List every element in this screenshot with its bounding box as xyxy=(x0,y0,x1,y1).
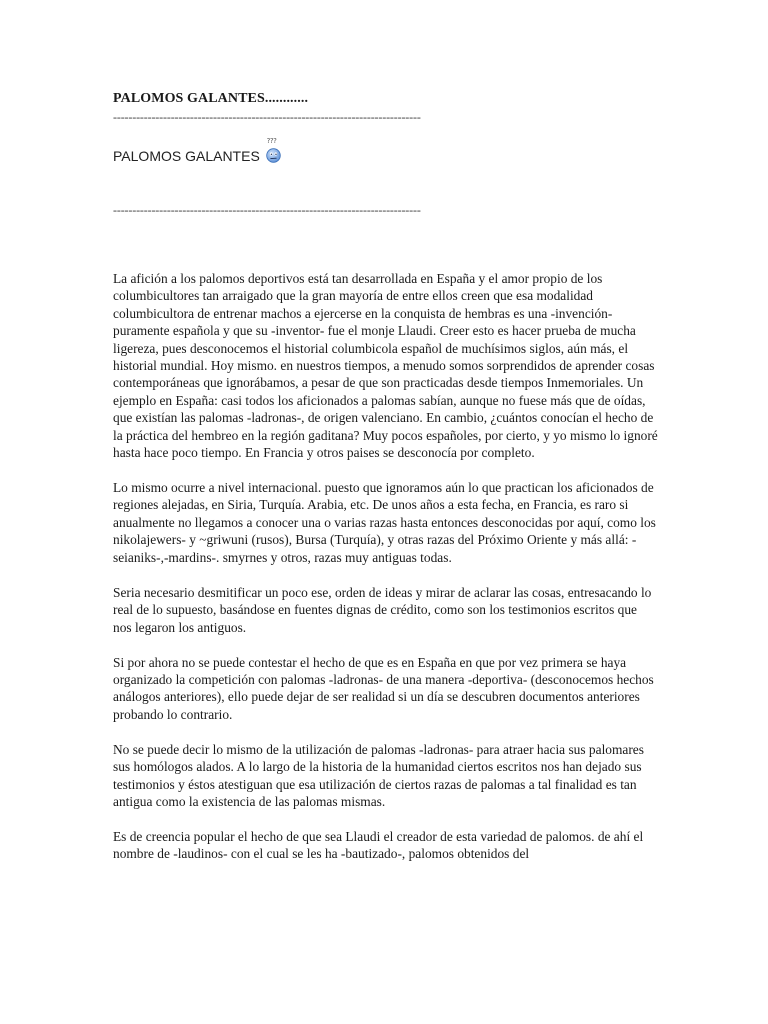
subtitle-line xyxy=(113,137,281,164)
document-title: PALOMOS GALANTES............ xyxy=(113,91,309,106)
paragraph: Seria necesario desmitificar un poco ese, orden de ideas y mirar de aclarar las cosas, entresacando lo real de lo supuesto, basándose en fuentes dignas de crédito, como son los testimonios escritos que nos legaron los antiguos. xyxy=(113,584,652,635)
subtitle-text: PALOMOS GALANTES xyxy=(113,148,260,164)
paragraph: Es de creencia popular el hecho de que sea Llaudi el creador de esta variedad de palomos. de ahí el nombre de -laudinos- con el cual se les ha -bautizado-, palomos obtenidos del xyxy=(113,828,644,862)
article-body xyxy=(113,270,658,880)
paragraph: La afición a los palomos deportivos está tan desarrollada en España y el amor propio de los columbicultores tan arraigado que la gran mayoría de entre ellos creen que esa modalidad columbicultora de entrenar machos a ejercerse en la conquista de hembras es una -invención-puramente española y que su -inventor- fue el monje Llaudi. Creer esto es hacer prueba de mucha ligereza, pues desconocemos el historial columbicola español de muchísimos siglos, aún más, el historial mundial. Hoy mismo. en nuestros tiempos, a menudo somos sorprendidos de aprender cosas contemporáneas que ignorábamos, a pesar de que son practicadas desde tiempos Inmemoriales. Un ejemplo en España: casi todos los aficionados a palomas sabían, aunque no fuese más que de oídas, que existían las palomas -ladronas-, de origen valenciano. En cambio, ¿cuántos conocían el hecho de la práctica del hembreo en la región gaditana? Muy pocos españoles, por cierto, y yo mismo lo ignoré hasta hace poco tiempo. En Francia y otros paises se desconocía por completo. xyxy=(113,271,658,461)
dashed-separator-top: -------------------------------------------------------------------------------- xyxy=(113,110,421,124)
paragraph: Lo mismo ocurre a nivel internacional. puesto que ignoramos aún lo que practican los aficionados de regiones alejadas, en Siria, Turquía. Arabia, etc. De unos años a esta fecha, en Francia, es raro si anualmente no llegamos a conocer una o varias razas hasta entonces desconocidas por aquí, como los nikolajewers- y ~griwuni (rusos), Bursa (Turquía), y otras razas del Próximo Oriente y más allá: -seianiks-,-mardins-. smyrnes y otros, razas muy antiguas todas. xyxy=(113,480,656,565)
paragraph: Si por ahora no se puede contestar el hecho de que es en España en que por vez primera se haya organizado la competición con palomas -ladronas- de una manera -deportiva- (desconocemos hechos análogos anteriores), ello puede dejar de ser realidad si un día se descubren documentos anteriores probando lo contrario. xyxy=(113,654,654,722)
confused-face-icon xyxy=(266,137,281,163)
dashed-separator-bottom: -------------------------------------------------------------------------------- xyxy=(113,203,421,217)
question-marks: ??? xyxy=(266,137,277,145)
paragraph: No se puede decir lo mismo de la utilización de palomas -ladronas- para atraer hacia sus palomares sus homólogos alados. A lo largo de la historia de la humanidad ciertos escritos nos han dejado sus testimonios y éstos atestiguan que esa utilización de ciertos razas de palomas a tal finalidad es tan antigua como la existencia de las palomas mismas. xyxy=(113,741,644,809)
